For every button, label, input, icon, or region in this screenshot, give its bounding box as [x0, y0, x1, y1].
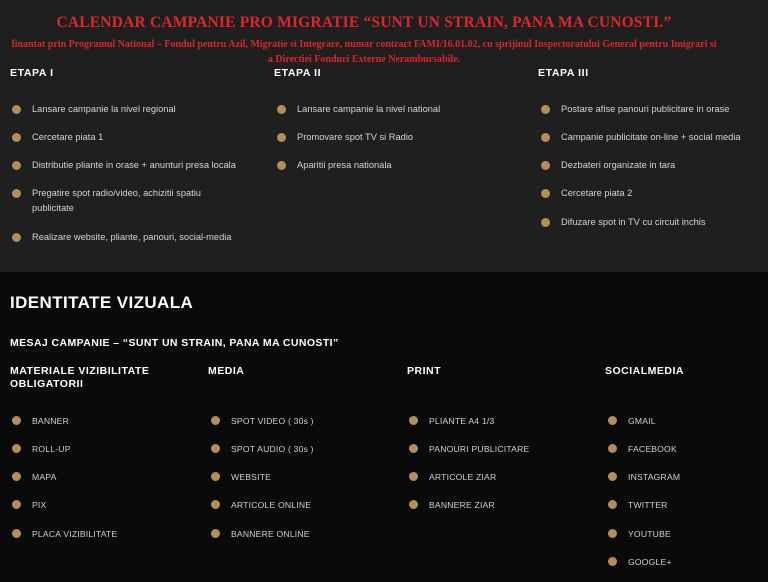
socialmedia-item: GOOGLE+ [628, 557, 672, 567]
etapa-3-item: Postare afise panouri publicitare in orase [561, 104, 730, 114]
etapa-1-title: ETAPA I [10, 67, 54, 79]
etapa-2-item: Aparitii presa nationala [297, 160, 392, 170]
bullet-icon [211, 472, 220, 481]
socialmedia-item: GMAIL [628, 416, 656, 426]
bullet-icon [12, 444, 21, 453]
bullet-icon [12, 161, 21, 170]
bullet-icon [211, 416, 220, 425]
etapa-1-item: Realizare website, pliante, panouri, social-media [32, 232, 232, 242]
bullet-icon [541, 189, 550, 198]
media-item: ARTICOLE ONLINE [231, 500, 312, 510]
bullet-icon [608, 529, 617, 538]
bullet-icon [277, 133, 286, 142]
bullet-icon [409, 472, 418, 481]
etapa-1-item: Distributie pliante in orase + anunturi presa locala [32, 160, 236, 170]
bullet-icon [608, 472, 617, 481]
etapa-2-item: Promovare spot TV si Radio [297, 132, 414, 142]
column-print-title: PRINT [407, 365, 441, 377]
bullet-icon [541, 218, 550, 227]
page-subtitle: finantat prin Programul National – Fondul pentru Azil, Migratie si Integrare, numar contract FAMI/16.01.02, cu sprijinul Inspectoratului General pentru Imigrari si a Directiei Fonduri Externe Nerambursabile. [11, 39, 717, 65]
bullet-icon [277, 105, 286, 114]
etapa-3-title: ETAPA III [538, 67, 589, 79]
socialmedia-item: FACEBOOK [628, 444, 677, 454]
print-item: BANNERE ZIAR [429, 500, 495, 510]
bullet-icon [12, 189, 21, 198]
etapa-3-item: Cercetare piata 2 [561, 188, 633, 198]
bullet-icon [12, 416, 21, 425]
media-item: BANNERE ONLINE [231, 529, 310, 539]
column-materiale-title: MATERIALE VIZIBILITATE OBLIGATORII [10, 365, 150, 390]
bullet-icon [12, 105, 21, 114]
socialmedia-item: YOUTUBE [628, 529, 671, 539]
print-item: PLIANTE A4 1/3 [429, 416, 495, 426]
bullet-icon [608, 500, 617, 509]
materiale-item: BANNER [32, 416, 70, 426]
bullet-icon [211, 444, 220, 453]
bullet-icon [12, 529, 21, 538]
bullet-icon [541, 105, 550, 114]
socialmedia-item: TWITTER [628, 500, 668, 510]
bullet-icon [409, 416, 418, 425]
bullet-icon [12, 133, 21, 142]
print-item: ARTICOLE ZIAR [429, 472, 497, 482]
materiale-item: PLACA VIZIBILITATE [32, 529, 118, 539]
column-media-title: MEDIA [208, 365, 245, 377]
bullet-icon [608, 557, 617, 566]
materiale-item: MAPA [32, 472, 57, 482]
media-item: SPOT VIDEO ( 30s ) [231, 416, 314, 426]
etapa-2-title: ETAPA II [274, 67, 322, 79]
bullet-icon [409, 444, 418, 453]
bullet-icon [608, 444, 617, 453]
etapa-3-item: Difuzare spot in TV cu circuit inchis [561, 217, 706, 227]
bullet-icon [12, 500, 21, 509]
etapa-3-item: Dezbateri organizate in tara [561, 160, 676, 170]
print-item: PANOURI PUBLICITARE [429, 444, 530, 454]
bullet-icon [608, 416, 617, 425]
column-socialmedia-title: SOCIALMEDIA [605, 365, 684, 377]
socialmedia-item: INSTAGRAM [628, 472, 681, 482]
bullet-icon [409, 500, 418, 509]
bullet-icon [12, 472, 21, 481]
media-item: SPOT AUDIO ( 30s ) [231, 444, 314, 454]
media-item: WEBSITE [231, 472, 272, 482]
bullet-icon [211, 529, 220, 538]
etapa-3-item: Campanie publicitate on-line + social media [561, 132, 741, 142]
bullet-icon [277, 161, 286, 170]
materiale-item: ROLL-UP [32, 444, 71, 454]
page-title: CALENDAR CAMPANIE PRO MIGRATIE “SUNT UN STRAIN, PANA MA CUNOSTI.” [56, 14, 672, 31]
bullet-icon [541, 161, 550, 170]
etapa-2-item: Lansare campanie la nivel national [297, 104, 441, 114]
identity-title: IDENTITATE VIZUALA [10, 293, 194, 312]
bullet-icon [211, 500, 220, 509]
etapa-1-item: Cercetare piata 1 [32, 132, 104, 142]
materiale-item: PIX [32, 500, 47, 510]
campaign-message: MESAJ CAMPANIE – “SUNT UN STRAIN, PANA MA CUNOSTI” [10, 337, 339, 349]
bullet-icon [541, 133, 550, 142]
etapa-1-item: Lansare campanie la nivel regional [32, 104, 176, 114]
etapa-1-item: Pregatire spot radio/video, achizitii spatiu publicitate [32, 188, 201, 213]
bullet-icon [12, 233, 21, 242]
